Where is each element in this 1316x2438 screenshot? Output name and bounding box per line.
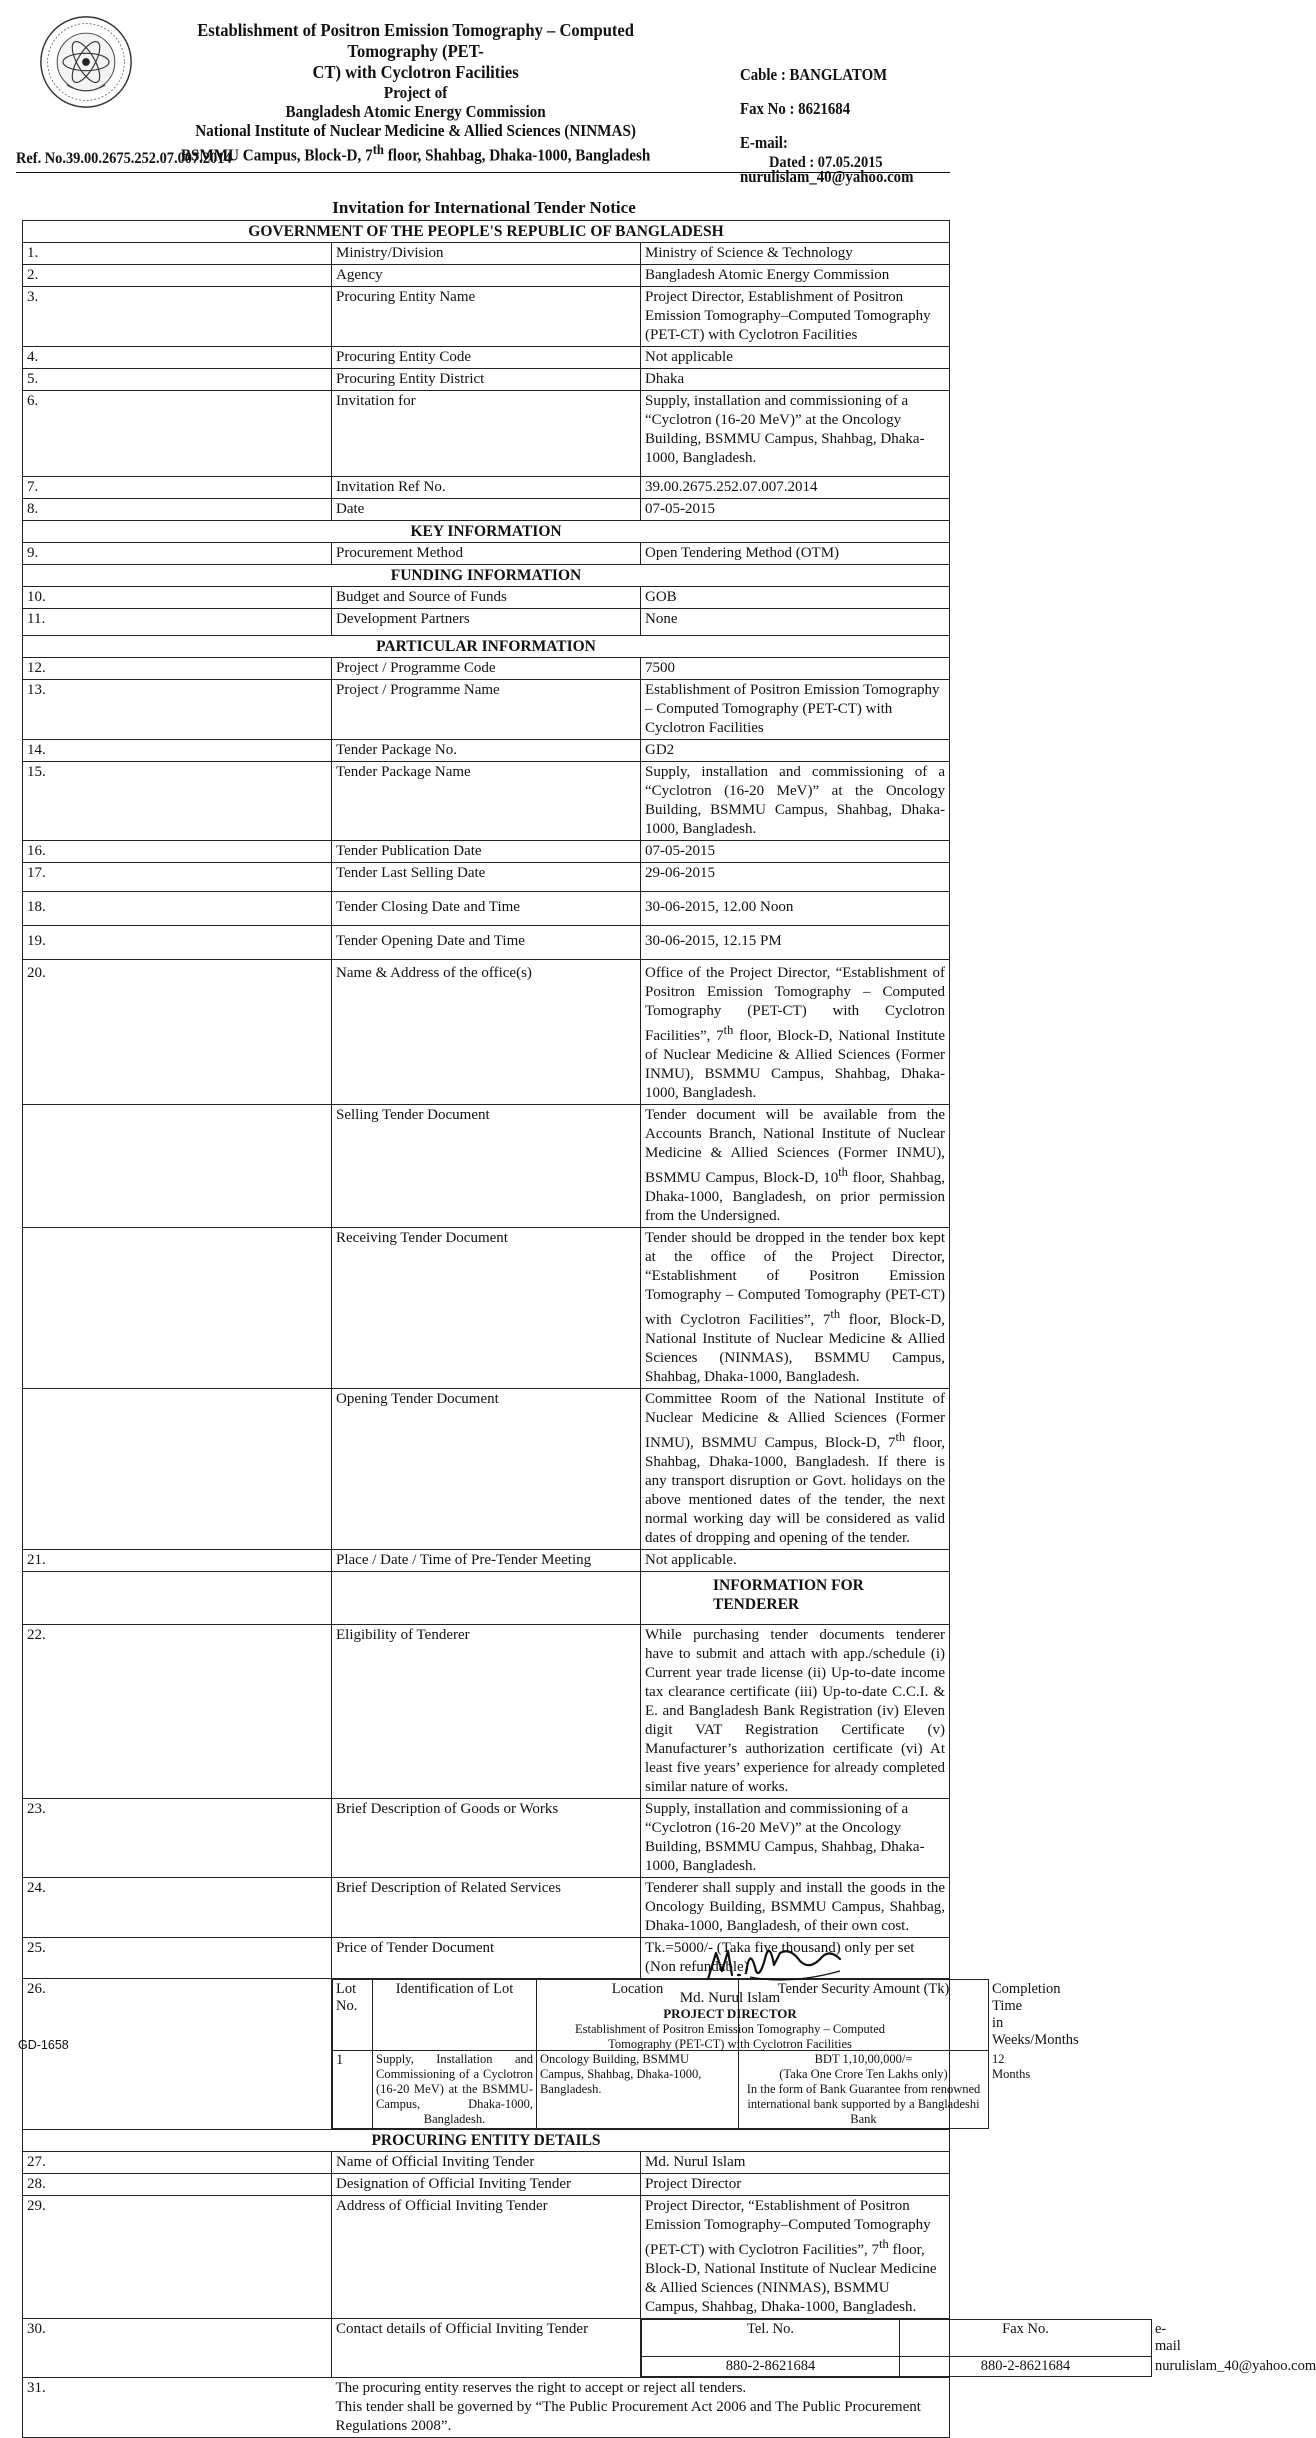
table-row: 25. Price of Tender Document Tk.=5000/- (Taka five thousand) only per set (Non refundable) [23,1938,950,1979]
section-header: PARTICULAR INFORMATION [23,636,950,658]
tender-table [22,220,1316,2438]
table-row: 10. Budget and Source of Funds GOB [23,587,950,609]
handwritten-signature-icon [690,1935,860,1991]
page-title: Invitation for International Tender Notice [332,198,636,217]
lot-table-row: 26. Lot No. Identification of Lot Location Tender Security Amount (Tk) Completion Time in Weeks/Months 1 Supply, Installation and Commissioning of a Cyclotron (16-20 MeV) at the BSMMU-Campus, Dhaka-1000, Bangladesh. Oncology Building, BSMMU Campus, Shahbag, Dhaka-1000, Bangladesh. BDT 1,10,00,000/= (Taka One Crore Ten Lakhs only) In the form of Bank Guarantee from renowned international bank supported by a Bangladeshi Bank 12 Months [23,1979,950,2130]
table-row: 16. Tender Publication Date 07-05-2015 [23,841,950,863]
section-header: FUNDING INFORMATION [23,565,950,587]
table-row: 18. Tender Closing Date and Time 30-06-2015, 12.00 Noon [23,892,950,926]
table-row: 1. Ministry/Division Ministry of Science & Technology [23,243,950,265]
contact-header: Tel. No. Fax No. e-mail [642,2320,1152,2357]
signatory-name: Md. Nurul Islam [679,1990,781,2006]
table-row: 8. Date 07-05-2015 [23,499,950,521]
table-row: Opening Tender Document Committee Room of the National Institute of Nuclear Medicine & Allied Sciences (Former INMU), BSMMU Campus, Block-D, 7th floor, Shahbag, Dhaka-1000, Bangladesh. If there is any transport disruption or Govt. holidays on the above mentioned dates of the tender, the next normal working day will be considered as valid dates of dropping and opening of the tender. [23,1389,950,1550]
fax-number: Fax No : 8621684 [740,99,851,118]
table-row: 14. Tender Package No. GD2 [23,740,950,762]
project-of: Project of [383,83,448,102]
reference-number: Ref. No.39.00.2675.252.07.007.2014 [16,150,232,167]
table-row: 23. Brief Description of Goods or Works Supply, installation and commissioning of a “Cyclotron (16-20 MeV)” at the Oncology Building, BSMMU Campus, Shahbag, Dhaka-1000, Bangladesh. [23,1799,950,1878]
signatory-designation: PROJECT DIRECTOR [663,2006,797,2021]
table-row: 17. Tender Last Selling Date 29-06-2015 [23,863,950,892]
table-row: 9. Procurement Method Open Tendering Method (OTM) [23,543,950,565]
table-row: 28. Designation of Official Inviting Tender Project Director [23,2174,950,2196]
section-header: GOVERNMENT OF THE PEOPLE'S REPUBLIC OF BANGLADESH [23,221,950,243]
contact-row: 30. Contact details of Official Inviting Tender Tel. No. Fax No. e-mail 880-2-8621684 880-2-8621684 nurulislam_40@yahoo.com [23,2319,950,2378]
gd-code: GD-1658 [18,2038,69,2052]
lot-table-header: Lot No. Identification of Lot Location Tender Security Amount (Tk) Completion Time in Weeks/Months [333,1980,989,2051]
table-row: Selling Tender Document Tender document will be available from the Accounts Branch, National Institute of Nuclear Medicine & Allied Sciences (Former INMU), BSMMU Campus, Block-D, 10th floor, Shahbag, Dhaka-1000, Bangladesh, on prior permission from the Undersigned. [23,1105,950,1228]
atomic-energy-logo-icon [38,14,134,110]
governing-law-note: This tender shall be governed by “The Public Procurement Act 2006 and The Public Procurement Regulations 2008”. [335,2399,921,2434]
table-row: 15. Tender Package Name Supply, installation and commissioning of a “Cyclotron (16-20 MeV)” at the Oncology Building, BSMMU Campus, Shahbag, Dhaka-1000, Bangladesh. [23,762,950,841]
email-address: E-mail: nurulislam_40@yahoo.com [740,133,914,186]
section-header: INFORMATION FOR TENDERER [23,1572,950,1625]
table-row: 24. Brief Description of Related Services Tenderer shall supply and install the goods in the Oncology Building, BSMMU Campus, Shahbag, Dhaka-1000, Bangladesh, of their own cost. [23,1878,950,1938]
table-row: 3. Procuring Entity Name Project Director, Establishment of Positron Emission Tomography–Computed Tomography (PET-CT) with Cyclotron Facilities [23,287,950,347]
table-row: 19. Tender Opening Date and Time 30-06-2015, 12.15 PM [23,926,950,960]
cable-address: Cable : BANGLATOM [740,65,888,84]
table-row: 13. Project / Programme Name Establishment of Positron Emission Tomography – Computed Tomography (PET-CT) with Cyclotron Facilities [23,680,950,740]
letterhead-address: BSMMU Campus, Block-D, 7th floor, Shahbag, Dhaka-1000, Bangladesh [180,142,651,165]
section-header: KEY INFORMATION [23,521,950,543]
signatory-project-line2: Tomography (PET-CT) with Cyclotron Facilities [608,2037,852,2051]
letterhead-title [158,20,673,165]
table-row: 22. Eligibility of Tenderer While purchasing tender documents tenderer have to submit and attach with app./schedule (i) Current year trade license (ii) Up-to-date income tax clearance certificate (iii) Up-to-date C.C.I. & E. and Bangladesh Bank Registration (iv) Eleven digit VAT Registration Certificate (v) Manufacturer’s authorization certificate (vi) At least five years’ experience for already completed similar nature of works. [23,1625,950,1799]
table-row: 7. Invitation Ref No. 39.00.2675.252.07.007.2014 [23,477,950,499]
table-row: 5. Procuring Entity District Dhaka [23,369,950,391]
table-row: 6. Invitation for Supply, installation and commissioning of a “Cyclotron (16-20 MeV)” at the Oncology Building, BSMMU Campus, Shahbag, Dhaka-1000, Bangladesh. [23,391,950,477]
contact-block [740,58,938,194]
table-row: Receiving Tender Document Tender should be dropped in the tender box kept at the office of the Project Director, “Establishment of Positron Emission Tomography – Computed Tomography (PET-CT) with Cyclotron Facilities”, 7th floor, Block-D, National Institute of Nuclear Medicine & Allied Sciences (NINMAS), BSMMU Campus, Shahbag, Dhaka-1000, Bangladesh. [23,1228,950,1389]
table-row: 4. Procuring Entity Code Not applicable [23,347,950,369]
date-line: Dated : 07.05.2015 [769,154,883,171]
contact-values: 880-2-8621684 880-2-8621684 nurulislam_40@yahoo.com [642,2357,1152,2377]
table-row: 11. Development Partners None [23,609,950,636]
project-title-line2: CT) with Cyclotron Facilities [312,62,519,82]
header-divider [16,172,950,173]
table-row: 21. Place / Date / Time of Pre-Tender Meeting Not applicable. [23,1550,950,1572]
table-row: 27. Name of Official Inviting Tender Md. Nurul Islam [23,2152,950,2174]
table-row: 2. Agency Bangladesh Atomic Energy Commission [23,265,950,287]
institute-name: National Institute of Nuclear Medicine & Allied Sciences (NINMAS) [195,121,636,140]
signature-block [520,1990,940,2052]
reserve-rights-note: The procuring entity reserves the right to accept or reject all tenders. [335,2380,747,2396]
commission-name: Bangladesh Atomic Energy Commission [285,102,546,121]
signatory-project-line1: Establishment of Positron Emission Tomography – Computed [575,2022,885,2036]
project-title-line1: Establishment of Positron Emission Tomography – Computed Tomography (PET- [197,20,634,61]
table-row: 31. The procuring entity reserves the right to accept or reject all tenders. This tender shall be governed by “The Public Procurement Act 2006 and The Public Procurement Regulations 2008”. [23,2378,950,2438]
table-row: 20. Name & Address of the office(s) Office of the Project Director, “Establishment of Positron Emission Tomography – Computed Tomography (PET-CT) with Cyclotron Facilities”, 7th floor, Block-D, National Institute of Nuclear Medicine & Allied Sciences (Former INMU), BSMMU Campus, Shahbag, Dhaka-1000, Bangladesh. [23,960,950,1105]
section-header: PROCURING ENTITY DETAILS [23,2130,950,2152]
table-row: 29. Address of Official Inviting Tender Project Director, “Establishment of Positron Emission Tomography–Computed Tomography (PET-CT) with Cyclotron Facilities”, 7th floor, Block-D, National Institute of Nuclear Medicine & Allied Sciences (NINMAS), BSMMU Campus, Shahbag, Dhaka-1000, Bangladesh. [23,2196,950,2319]
table-row: 12. Project / Programme Code 7500 [23,658,950,680]
lot-table-data: 1 Supply, Installation and Commissioning of a Cyclotron (16-20 MeV) at the BSMMU-Campus, Dhaka-1000, Bangladesh. Oncology Building, BSMMU Campus, Shahbag, Dhaka-1000, Bangladesh. BDT 1,10,00,000/= (Taka One Crore Ten Lakhs only) In the form of Bank Guarantee from renowned international bank supported by a Bangladeshi Bank 12 Months [333,2051,989,2129]
